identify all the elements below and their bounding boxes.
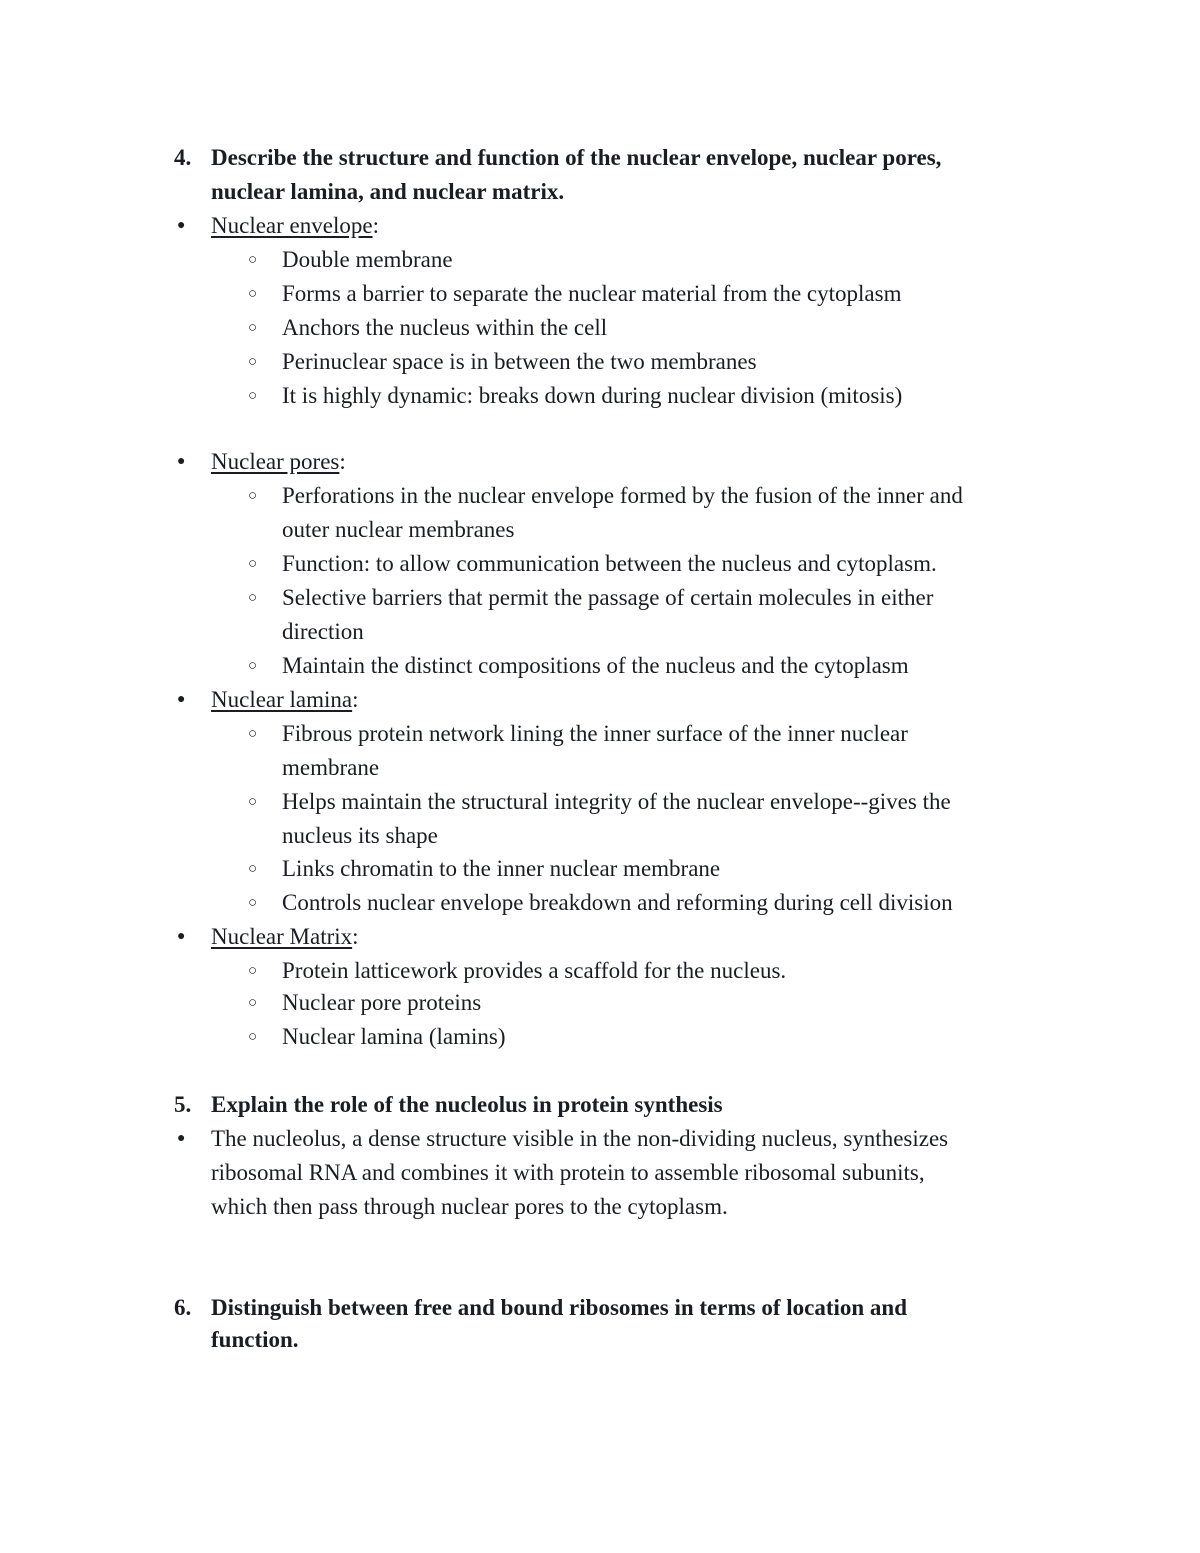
list-item: Helps maintain the structural integrity of the nuclear envelope--gives the	[282, 789, 951, 814]
section-heading-label: Nuclear pores	[211, 449, 340, 474]
q6-number: 6.	[174, 1295, 192, 1320]
circle-bullet-icon: ○	[248, 963, 258, 979]
circle-bullet-icon: ○	[248, 895, 258, 911]
q5-title: Explain the role of the nucleolus in protein synthesis	[211, 1092, 723, 1117]
circle-bullet-icon: ○	[248, 556, 258, 572]
q6-title-line-1: Distinguish between free and bound ribosomes in terms of location and	[211, 1295, 908, 1320]
section-heading-label: Nuclear lamina	[211, 687, 353, 712]
q5-answer-line-2: ribosomal RNA and combines it with protein to assemble ribosomal subunits,	[211, 1160, 925, 1185]
circle-bullet-icon: ○	[248, 388, 258, 404]
bullet-icon: ●	[177, 218, 186, 233]
q5-number: 5.	[174, 1092, 192, 1117]
list-item-continuation: direction	[282, 619, 364, 644]
circle-bullet-icon: ○	[248, 354, 258, 370]
q6-title-line-2: function.	[211, 1327, 299, 1352]
list-item: Links chromatin to the inner nuclear membrane	[282, 856, 721, 881]
section-heading-nuclear-matrix	[211, 920, 359, 954]
circle-bullet-icon: ○	[248, 658, 258, 674]
section-heading-label: Nuclear envelope	[211, 213, 373, 238]
circle-bullet-icon: ○	[248, 590, 258, 606]
circle-bullet-icon: ○	[248, 1029, 258, 1045]
circle-bullet-icon: ○	[248, 252, 258, 268]
bullet-icon: ●	[177, 929, 186, 944]
list-item: Protein latticework provides a scaffold for the nucleus.	[282, 958, 787, 983]
circle-bullet-icon: ○	[248, 861, 258, 877]
section-heading-nuclear-envelope	[211, 209, 379, 243]
list-item: Perinuclear space is in between the two membranes	[282, 349, 757, 374]
list-item: Anchors the nucleus within the cell	[282, 315, 608, 340]
list-item: Double membrane	[282, 247, 453, 272]
list-item: Fibrous protein network lining the inner surface of the inner nuclear	[282, 721, 908, 746]
list-item: Forms a barrier to separate the nuclear material from the cytoplasm	[282, 281, 902, 306]
circle-bullet-icon: ○	[248, 488, 258, 504]
heading-colon: :	[352, 924, 359, 949]
list-item-continuation: membrane	[282, 755, 380, 780]
list-item-continuation: nucleus its shape	[282, 823, 438, 848]
bullet-icon: ●	[177, 692, 186, 707]
circle-bullet-icon: ○	[248, 794, 258, 810]
list-item: Perforations in the nuclear envelope formed by the fusion of the inner and	[282, 483, 963, 508]
list-item: Controls nuclear envelope breakdown and reforming during cell division	[282, 890, 953, 915]
section-heading-label: Nuclear Matrix	[211, 924, 353, 949]
circle-bullet-icon: ○	[248, 320, 258, 336]
heading-colon: :	[372, 213, 379, 238]
circle-bullet-icon: ○	[248, 995, 258, 1011]
list-item: Maintain the distinct compositions of the nucleus and the cytoplasm	[282, 653, 909, 678]
circle-bullet-icon: ○	[248, 286, 258, 302]
list-item-continuation: outer nuclear membranes	[282, 517, 515, 542]
list-item: Function: to allow communication between the nucleus and cytoplasm.	[282, 551, 937, 576]
q4-title-line-1: Describe the structure and function of the nuclear envelope, nuclear pores,	[211, 145, 942, 170]
q5-answer-line-1: The nucleolus, a dense structure visible in the non-dividing nucleus, synthesizes	[211, 1126, 949, 1151]
q5-answer-line-3: which then pass through nuclear pores to the cytoplasm.	[211, 1194, 728, 1219]
section-heading-nuclear-pores	[211, 445, 346, 479]
section-heading-nuclear-lamina	[211, 683, 359, 717]
list-item: It is highly dynamic: breaks down during nuclear division (mitosis)	[282, 383, 903, 408]
heading-colon: :	[352, 687, 359, 712]
list-item: Selective barriers that permit the passage of certain molecules in either	[282, 585, 934, 610]
list-item: Nuclear lamina (lamins)	[282, 1024, 506, 1049]
q4-title-line-2: nuclear lamina, and nuclear matrix.	[211, 179, 565, 204]
bullet-icon: ●	[177, 454, 186, 469]
heading-colon: :	[339, 449, 346, 474]
bullet-icon: ●	[177, 1131, 186, 1146]
list-item: Nuclear pore proteins	[282, 990, 482, 1015]
circle-bullet-icon: ○	[248, 726, 258, 742]
q4-number: 4.	[174, 145, 192, 170]
